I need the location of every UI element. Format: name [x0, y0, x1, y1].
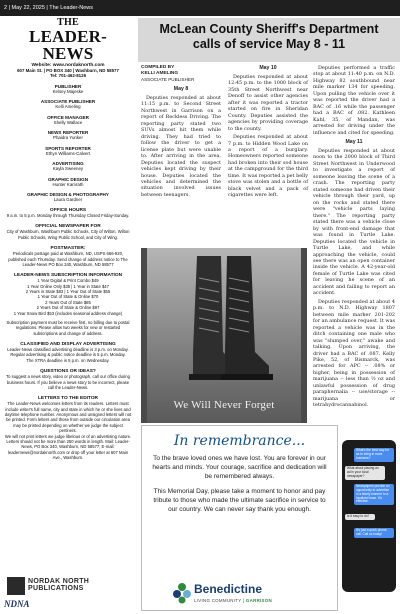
website-link[interactable]: Website: www.nordaknorth.com [31, 63, 105, 68]
article-column-1 [141, 65, 221, 200]
benedictine-brand-name: Benedictine [194, 582, 263, 596]
office-address: 607 Main St. | PO BOX 340 | Washburn, ND 58577 [17, 68, 119, 73]
article-paragraph: Deputies responded at about 12:45 p.m. to the 1000 block of 35th Street Northwest near Denoff to assist other agencies after it was reported a tractor started on fire in Sheridan County. Deputies assisted the agencies by providing coverage to the county. [228, 73, 308, 132]
masthead [4, 18, 132, 62]
postmaster-heading: POSTMASTER: [50, 246, 86, 252]
questions-text: To suggest a news story, video or photograph, call our office during business hours. If you believe a news story to be incorrect, please call the Leader-News. [6, 374, 130, 390]
office-phone: Tel: 701-462-8126 [49, 73, 87, 78]
letters-heading: LETTERS TO THE EDITOR [37, 396, 99, 402]
office-hours-text: 9 a.m. to 5 p.m. Monday through Thursday Closed Friday-Sunday. [6, 213, 130, 218]
byline-title: ASSOCIATE PUBLISHER [141, 76, 195, 82]
subscription-rate: 2 Years in State $83 | 1 Year Out of State $55 [25, 289, 111, 294]
staff-name: Kelli Ameling [55, 104, 81, 109]
staff-name: Hunter Kamrath [52, 181, 84, 187]
text-message: Is it easy to do? [345, 514, 375, 520]
article-headline-box [138, 18, 400, 62]
ndna-logo: NDNA [4, 599, 30, 609]
text-message: What about placing an ad in your local newspaper? [345, 466, 385, 480]
masthead-the: THE [57, 17, 79, 28]
office-hours-heading: OFFICE HOURS [49, 208, 87, 213]
newspaper-ad-phone-image [342, 440, 396, 592]
article-paragraph: Deputies responded at about 4 p.m. to N.D. Highway 1807 between mile marker 201-202 for an ambulance request. It was reported a vehicle was in the ditch containing one male who was "slumped over," awake and talking. Upon arriving, the driver had a BAC of .087. Kelly Pike, 52, of Bismarck, was arrested for APC -- .08% or higher, being in possession of marijuana -- less than ½ oz and unlawful possession of drug paraphernalia -- use/storage -- marijuana or tetrahydrocannabinol. [313, 298, 395, 409]
staff-role: PUBLISHER [54, 83, 82, 89]
subscription-rate: 2 Years Out of State $85 [45, 299, 91, 305]
combat-boots-icon [141, 248, 307, 423]
benedictine-logo: Benedictine LIVING COMMUNITY | GARRISON [172, 580, 312, 608]
staff-role: OFFICE MANAGER [47, 114, 89, 120]
benedictine-memorial-ad [141, 425, 338, 611]
letters-text-libel: We will not print letters we judge libelous or of an advertising nature. [4, 433, 132, 439]
headline-line2: calls of service May 8 - 11 [192, 37, 346, 51]
subscription-heading: LEADER-NEWS SUBSCRIPTION INFORMATION [13, 273, 123, 279]
nordak-mark-icon [7, 577, 25, 595]
staff-role: NEWS REPORTER [47, 130, 89, 135]
ad-title: In remembrance... [173, 433, 306, 449]
staff-name: Shelly Wallace [53, 119, 83, 125]
staff-name: Laura Gardner [53, 197, 83, 202]
byline-compiled: COMPILED BY [141, 65, 175, 70]
benedictine-tagline: LIVING COMMUNITY [194, 598, 242, 603]
article-column-3 [313, 65, 395, 409]
subscription-rate: 2 Years Out of State & Online $97 [36, 305, 100, 311]
page-header-bar [0, 0, 400, 16]
memorial-boots-photo [141, 248, 307, 423]
staff-name: Phaidra Yunker [53, 135, 83, 140]
nordak-logo-line1: NORDAK NORTH [28, 578, 90, 585]
staff-name: Kelsey Majeske [52, 88, 84, 94]
official-newspaper-heading: OFFICIAL NEWSPAPER FOR [35, 224, 101, 230]
letters-text-submit: Letters should not be more than 250 words in length. Mail: Leader-News, PO Box 340, Washburn, ND 58577; E-mail: leadernews@nordaknorth.com or drop off your letter at 607 Main Ave., Washburn. [6, 438, 130, 460]
staff-list [4, 84, 132, 203]
subscription-rate: 1 Year Snow Bird $53 (includes seasonal address change) [13, 310, 123, 316]
photo-caption: We Will Never Forget [173, 399, 275, 411]
nordak-logo-line2: PUBLICATIONS [28, 585, 84, 593]
date-heading: May 8 [173, 86, 189, 93]
staff-role: SPORTS REPORTER [45, 145, 91, 151]
byline-author: KELLI AMELING [141, 70, 179, 76]
page-folio: 2 | May 22, 2025 | The Leader-News [4, 5, 93, 11]
subscription-rate: 1 Year Online Only $35 | 1 Year in State $47 [27, 283, 109, 289]
staff-name: Kayla Sweeney [52, 166, 84, 171]
text-message: Newspapers provide an opportunity to advertise in a timely manner to a localized base. It's effective. [354, 484, 394, 505]
subscription-rates [4, 278, 132, 316]
article-paragraph: Deputies performed a traffic stop at about 11:40 p.m. on N.D. Highway 82 southbound near mile marker 134 for speeding. Upon pulling the vehicle over it was reported the driver had a BAC of .16 while the passenger had a BAC of .082. Kathleen Kahl, 35, of Mandan, was arrested for driving under the influence and cited for speeding. [313, 65, 395, 136]
article-paragraph: Deputies responded at about noon to the 2000 block of Third Street Northwest in Underwood to investigate a report of someone leaving the scene of a crash. The reporting party stated someone had driven their vehicle through their yard, up on the rocks and stated there were "vehicle parts laying there." The reporting party stated there was a vehicle close by with front-end damage that was found in Turtle Lake. Deputies located the vehicle in Turtle Lake, and while approaching the vehicle, could see there was an open container inside the vehicle. A 42-year-old female of Turtle Lake was cited for leaving he scene of an accident and failing to report an accident. [313, 148, 395, 297]
classified-heading: CLASSIFIED AND DISPLAY ADVERTISING [20, 342, 116, 347]
date-heading: May 10 [259, 65, 277, 71]
letters-text: The Leader-News welcomes letters from its readers. Letters must include writer's full name, city and state in which he or she lives and daytime telephone number. Anonymous and unsigned letters will not be printed. Form letters and those from outside our circulation area may be printed depending on whether we judge the subject pertinent. [4, 401, 132, 434]
staff-role: GRAPHIC DESIGN [47, 176, 89, 182]
date-heading: May 11 [345, 139, 363, 146]
text-message: It's just a quick phone call. Call us today! [354, 528, 394, 538]
classified-text: Leader-News classified advertising deadline is 3 p.m. on Monday. Regular advertising & public notice deadline is 5 p.m. Monday. [7, 347, 129, 358]
nordak-north-logo [4, 575, 114, 597]
headline-line1: McLean County Sheriff's Department [159, 22, 379, 36]
official-newspaper-text: City of Washburn, Washburn Public Schools, City of Wilton, Wilton Public Schools, Wing Public School, and City of Wing. [6, 229, 130, 240]
benedictine-location: GARRISON [245, 598, 272, 603]
article-paragraph: Deputies responded at about 11:15 p.m. to Second Street Northwest in Garrison on a report of Reckless Driving. The reporting party stated two SUVs almost hit them while driving. They had tried to follow the driver to get a license plate but were unable to. After arriving in the area, Deputies located the suspect vehicles kept driving by their house. Deputies located the vehicles and determined the situation involved issues between teenagers. [141, 94, 221, 198]
subscription-rate: 1 Year Out of State & Online $70 [37, 294, 99, 300]
masthead-sidebar [0, 16, 136, 614]
staff-role: GRAPHIC DESIGN & PHOTOGRAPHY [27, 192, 109, 197]
masthead-name: LEADER-NEWS [29, 27, 107, 63]
staff-role: ASSOCIATE PUBLISHER [40, 99, 96, 104]
staff-role: ADVERTISING [52, 161, 84, 166]
staff-name: Ethyn Williams-Calvert [45, 150, 91, 156]
ad-body-memorial-day: This Memorial Day, please take a moment to honor and pay tribute to those who made the ultimate sacrifice in service to our country. We can never say thank you enough. [153, 487, 326, 513]
xtra-deadline-text: The XTRA deadline is 5 p.m. on Wednesday. [26, 357, 110, 363]
subscription-rate: 1 Year Digital & Print Combo $49 [37, 278, 99, 284]
article-paragraph: Deputies responded at about 7 p.m. to Hidden Wood Lake on a report of a burglary. Homeowners reported someone had broken into their sod house at the campground for the third time. It was reported a pet belly stove was stolen and a bottle of black velvet and a pack of cigarettes were left. [228, 134, 308, 199]
questions-heading: QUESTIONS OR IDEAS? [40, 369, 96, 375]
article-column-2 [228, 65, 308, 201]
ad-body: To the brave loved ones we have lost. You are forever in our hearts and minds. Your courage, sacrifice and dedication will be remembered always. [152, 455, 327, 480]
postmaster-text: Periodicals postage paid at Washburn, ND, USPS 666-920, published each Thursday. Send change of address notice to The Leader-News PO Box 340, Washburn, ND 58577 [8, 251, 128, 267]
subscription-note: Subscription payment must be receive first, no billing due to postal regulations. Please allow two weeks for new or restarted subscriptions and change of address. [6, 319, 130, 336]
benedictine-leaf-icon [172, 582, 192, 604]
text-message: What's the best way for us to bring in more business? [354, 448, 394, 462]
